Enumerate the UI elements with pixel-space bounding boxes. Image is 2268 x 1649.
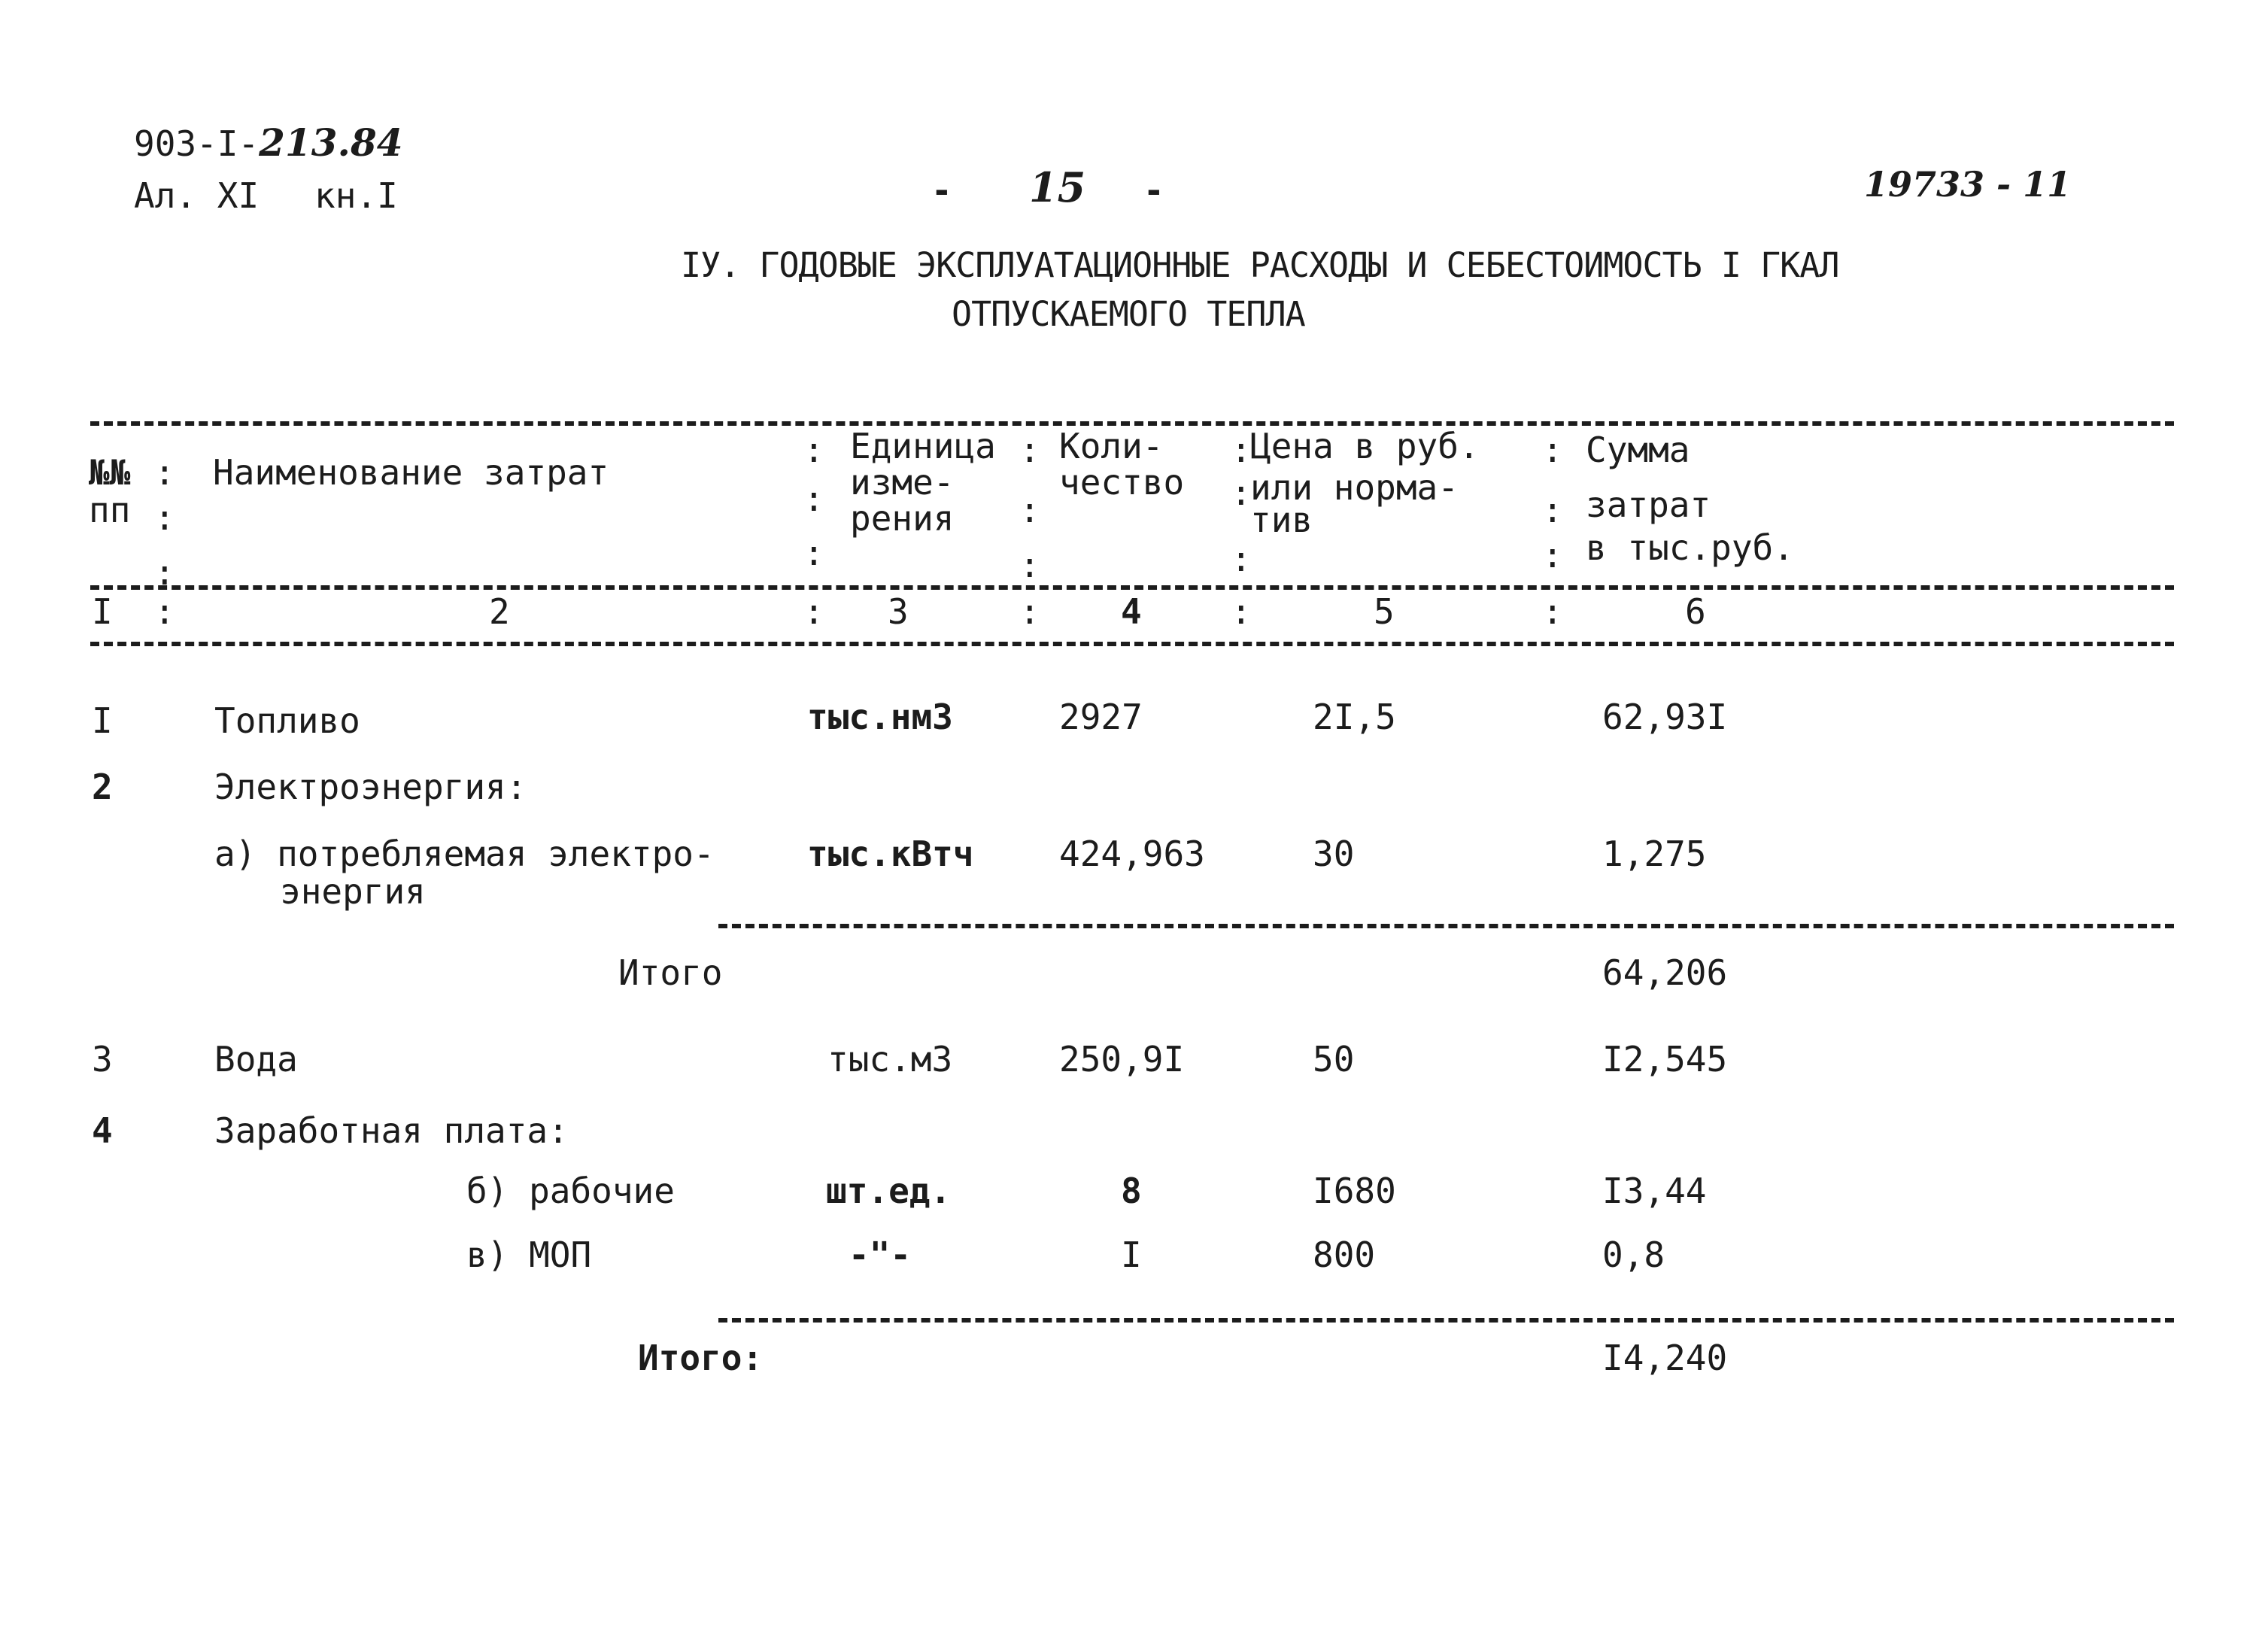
sep-col2: : bbox=[803, 430, 824, 470]
row-name: Топливо bbox=[214, 700, 360, 741]
column-number: I bbox=[92, 591, 113, 632]
inventory-number: 19733 - 11 bbox=[1864, 164, 2072, 205]
row-unit: тыс.м3 bbox=[827, 1039, 953, 1080]
row-sum: I3,44 bbox=[1602, 1171, 1707, 1211]
header-sum-line2: затрат bbox=[1586, 484, 1711, 525]
sep-col5: : bbox=[1542, 430, 1563, 470]
subtotal-label: Итого: bbox=[638, 1338, 764, 1378]
row-price: 50 bbox=[1313, 1039, 1355, 1080]
header-unit-line2: изме- bbox=[850, 462, 955, 503]
header-sum-line1: Сумма bbox=[1586, 430, 1690, 470]
row-name: Электроэнергия: bbox=[214, 767, 527, 807]
column-number: 4 bbox=[1121, 591, 1142, 632]
sep-col3: : bbox=[1019, 591, 1040, 632]
row-name: Вода bbox=[214, 1039, 298, 1080]
sep-col3: : bbox=[1019, 545, 1040, 585]
row-name-line1: а) потребляемая электро- bbox=[214, 834, 715, 874]
page-dash-right: - bbox=[1143, 170, 1164, 211]
book-label: кн.I bbox=[314, 175, 398, 216]
row-name: б) рабочие bbox=[466, 1171, 675, 1211]
row-unit: -"- bbox=[849, 1234, 912, 1275]
row-number: 3 bbox=[92, 1039, 113, 1080]
header-qty-line2: чество bbox=[1059, 462, 1185, 503]
row-number: I bbox=[92, 700, 113, 741]
row-price: 800 bbox=[1313, 1234, 1376, 1275]
sep-col2: : bbox=[803, 533, 824, 573]
header-num-line1: №№ bbox=[89, 452, 131, 493]
row-qty: 8 bbox=[1121, 1171, 1142, 1211]
row-qty: 250,9I bbox=[1059, 1039, 1185, 1080]
sep-col4: : bbox=[1231, 430, 1252, 470]
column-number: 2 bbox=[489, 591, 510, 632]
page-number: 15 bbox=[1029, 163, 1086, 211]
sep-col2: : bbox=[803, 478, 824, 519]
sep-col5: : bbox=[1542, 591, 1563, 632]
header-price-line3: тив bbox=[1250, 500, 1313, 540]
row-sum: 62,93I bbox=[1602, 697, 1728, 737]
subtotal-label: Итого bbox=[618, 952, 723, 993]
row-unit: тыс.нм3 bbox=[807, 697, 953, 737]
header-price-line1: Цена в руб. bbox=[1250, 426, 1480, 466]
sep-col3: : bbox=[1019, 490, 1040, 530]
row-qty: 2927 bbox=[1059, 697, 1143, 737]
sep-col4: : bbox=[1231, 591, 1252, 632]
row-qty: 424,963 bbox=[1059, 834, 1205, 874]
sep-col1: : bbox=[154, 552, 175, 593]
header-num-line2: пп bbox=[89, 490, 131, 530]
subtotal-2-rule bbox=[718, 1318, 2174, 1323]
sep-col1: : bbox=[154, 452, 175, 493]
doc-code-printed: 903-I- bbox=[134, 123, 260, 164]
header-sum-line3: в тыс.руб. bbox=[1586, 527, 1794, 568]
subtotal-sum: I4,240 bbox=[1602, 1338, 1728, 1378]
sep-col4: : bbox=[1231, 472, 1252, 513]
row-number: 4 bbox=[92, 1110, 113, 1151]
sep-col3: : bbox=[1019, 430, 1040, 470]
section-title-line2: ОТПУСКАЕМОГО ТЕПЛА bbox=[952, 294, 1305, 334]
header-bottom-rule bbox=[90, 585, 2174, 590]
header-name: Наименование затрат bbox=[213, 452, 609, 493]
sep-col1: : bbox=[154, 591, 175, 632]
row-unit: шт.ед. bbox=[826, 1171, 952, 1211]
row-unit: тыс.кВтч bbox=[807, 834, 974, 874]
doc-code-handwritten: 213.84 bbox=[259, 120, 403, 165]
album-label: Ал. XI bbox=[134, 175, 260, 216]
row-price: 30 bbox=[1313, 834, 1355, 874]
row-name-line2: энергия bbox=[280, 871, 426, 912]
row-qty: I bbox=[1121, 1234, 1142, 1275]
row-price: 2I,5 bbox=[1313, 697, 1396, 737]
page-dash-left: - bbox=[931, 170, 952, 211]
sep-col5: : bbox=[1542, 535, 1563, 575]
sep-col4: : bbox=[1231, 539, 1252, 579]
row-sum: 0,8 bbox=[1602, 1234, 1665, 1275]
row-sum: 1,275 bbox=[1602, 834, 1707, 874]
row-name: в) МОП bbox=[466, 1234, 592, 1275]
section-title-line1: IУ. ГОДОВЫЕ ЭКСПЛУАТАЦИОННЫЕ РАСХОДЫ И СЕБЕСТОИМОСТЬ I ГКАЛ bbox=[681, 245, 1839, 285]
sep-col2: : bbox=[803, 591, 824, 632]
subtotal-1-rule bbox=[718, 924, 2174, 928]
row-name: Заработная плата: bbox=[214, 1110, 569, 1151]
column-number: 6 bbox=[1685, 591, 1706, 632]
sep-col1: : bbox=[154, 497, 175, 538]
row-sum: I2,545 bbox=[1602, 1039, 1728, 1080]
header-unit-line1: Единица bbox=[850, 426, 996, 466]
header-unit-line3: рения bbox=[850, 498, 955, 539]
doc-code bbox=[134, 120, 403, 165]
column-number: 5 bbox=[1374, 591, 1395, 632]
column-number: 3 bbox=[888, 591, 909, 632]
row-price: I680 bbox=[1313, 1171, 1396, 1211]
subtotal-sum: 64,206 bbox=[1602, 952, 1728, 993]
row-number: 2 bbox=[92, 767, 113, 807]
column-numbers-bottom-rule bbox=[90, 642, 2174, 646]
header-qty-line1: Коли- bbox=[1059, 426, 1164, 466]
header-price-line2: или норма- bbox=[1250, 467, 1459, 508]
sep-col5: : bbox=[1542, 490, 1563, 530]
